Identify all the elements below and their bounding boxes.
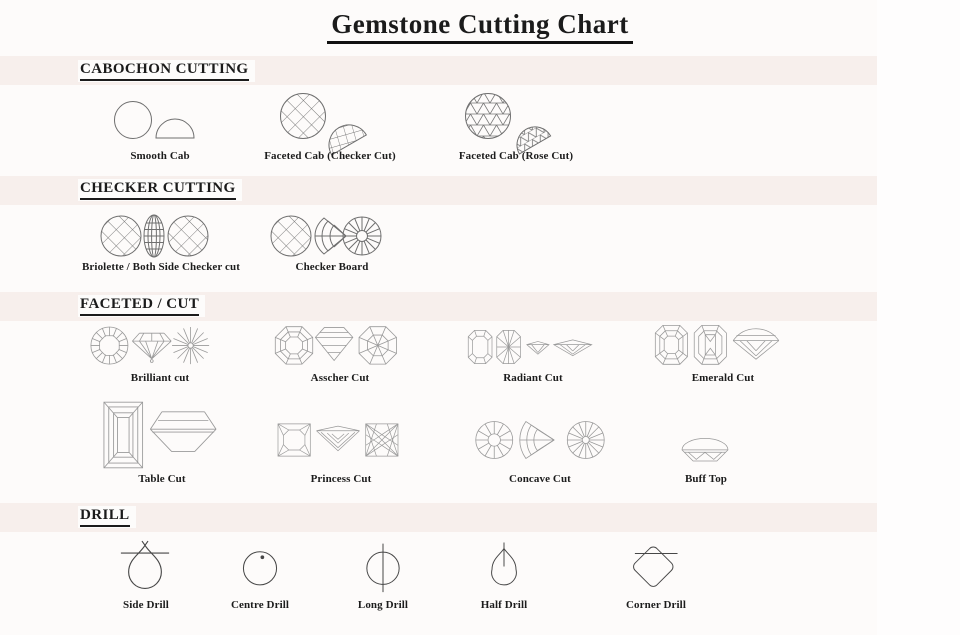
item-label: Table Cut [138, 473, 186, 485]
item-label: Princess Cut [310, 473, 372, 485]
section-header-checker [78, 179, 242, 201]
faceted-cab-rose-icon [464, 92, 556, 158]
long-drill-icon [363, 542, 403, 593]
item-label: Corner Drill [626, 599, 686, 611]
item-label: Buff Top [684, 473, 728, 485]
concave-cut-icon [473, 418, 607, 462]
item-label: Smooth Cab [130, 150, 190, 162]
centre-drill-icon [241, 547, 279, 588]
briolette-icon [100, 213, 210, 259]
faceted-cab-checker-icon [279, 92, 371, 158]
section-header-faceted-text: FACETED / CUT [80, 296, 199, 316]
buff-top-icon [680, 438, 730, 465]
item-label: Half Drill [480, 599, 528, 611]
emerald-cut-icon [653, 322, 793, 366]
section-header-faceted [78, 295, 205, 317]
item-label: Side Drill [123, 599, 169, 611]
item-label: Long Drill [357, 599, 409, 611]
section-header-drill-text: DRILL [80, 507, 130, 527]
radiant-cut-icon [466, 328, 594, 366]
half-drill-icon [483, 541, 525, 589]
table-cut-icon [102, 400, 218, 470]
checker-board-icon [270, 213, 382, 259]
section-header-cabochon [78, 60, 255, 82]
princess-cut-icon [276, 420, 400, 460]
item-label: Concave Cut [509, 473, 571, 485]
section-header-cabochon-text: CABOCHON CUTTING [80, 61, 249, 81]
section-header-checker-text: CHECKER CUTTING [80, 180, 236, 200]
item-label: Asscher Cut [310, 372, 370, 384]
smooth-cab-icon [113, 98, 195, 144]
item-label: Brilliant cut [130, 372, 190, 384]
brilliant-cut-icon [90, 326, 210, 366]
item-label: Briolette / Both Side Checker cut [82, 261, 240, 273]
item-label: Faceted Cab (Rose Cut) [458, 150, 574, 162]
asscher-cut-icon [272, 324, 398, 365]
item-label: Faceted Cab (Checker Cut) [264, 150, 396, 162]
page-title-text: Gemstone Cutting Chart [327, 9, 632, 44]
item-label: Radiant Cut [503, 372, 563, 384]
section-header-drill [78, 506, 136, 528]
side-drill-icon [114, 540, 176, 592]
item-label: Emerald Cut [691, 372, 755, 384]
item-label: Checker Board [295, 261, 369, 273]
page-title [0, 9, 960, 44]
item-label: Centre Drill [230, 599, 290, 611]
corner-drill-icon [626, 541, 682, 591]
